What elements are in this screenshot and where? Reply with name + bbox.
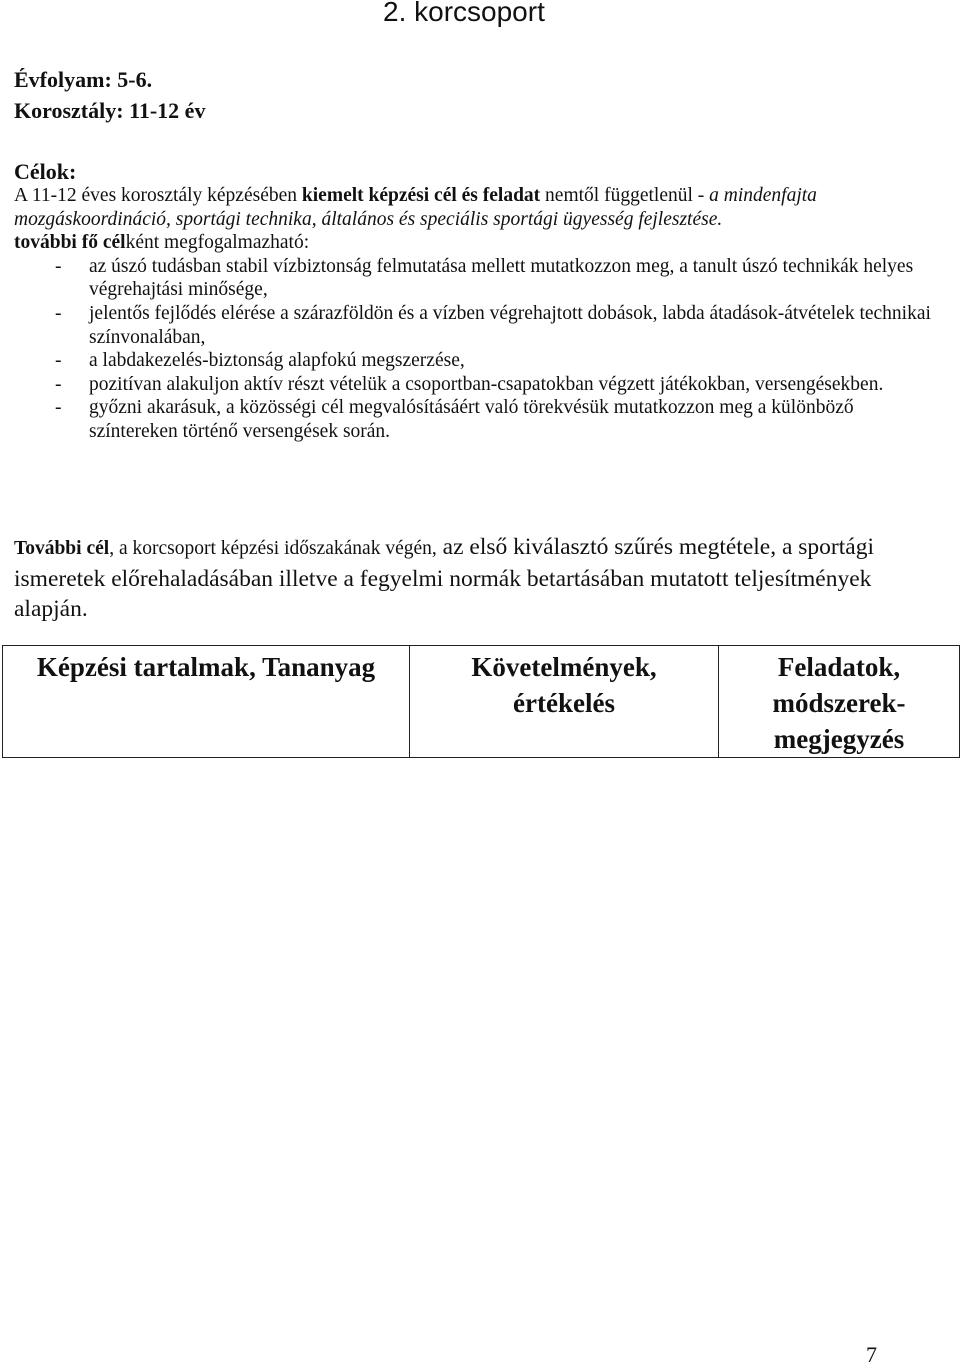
further-goals-rest: ként megfogalmazható: bbox=[125, 232, 310, 254]
further-goals-bold: további fő cél bbox=[14, 232, 126, 254]
further-goal-small: , a korcsoport képzési időszakának végén, bbox=[109, 538, 437, 559]
further-goal-large: az első kiválasztó szűrés megtétele, a sportági ismeretek előrehaladásában illetve a fegyelmi normák betartásában mutatott teljesítmények alapján. bbox=[14, 534, 874, 622]
list-item bbox=[14, 255, 944, 302]
list-item bbox=[14, 373, 944, 397]
list-item bbox=[14, 302, 944, 349]
column-header-tasks: Feladatok, módszerek-megjegyzés bbox=[719, 646, 960, 758]
list-item bbox=[14, 349, 944, 373]
list-item-text: jelentős fejlődés elérése a szárazföldön és a vízben végrehajtott dobások, labda átadások-átvételek technikai színvonalában, bbox=[89, 302, 931, 348]
list-item-text: győzni akarásuk, a közösségi cél megvalósításáért való törekvésük mutatkozzon meg a különböző színtereken történő versengések során. bbox=[89, 397, 854, 442]
page-number: 7 bbox=[866, 1342, 877, 1367]
age-group-line: Korosztály: 11-12 év bbox=[14, 98, 206, 123]
list-item bbox=[14, 396, 944, 443]
list-dash: - bbox=[55, 255, 62, 277]
goals-title: Célok: bbox=[14, 159, 77, 184]
list-item-text: a labdakezelés-biztonság alapfokú megszerzése, bbox=[89, 350, 465, 372]
further-goal-text bbox=[14, 532, 949, 624]
goals-intro bbox=[14, 184, 944, 231]
intro-bold: kiemelt képzési cél és feladat bbox=[301, 185, 541, 206]
section-heading: 2. korcsoport bbox=[383, 0, 545, 27]
list-item-text: pozitívan alakuljon aktív részt vételük a csoportban-csapatokban végzett játékokban, versengésekben. bbox=[89, 373, 884, 395]
grade-info bbox=[14, 64, 205, 126]
further-goal-bold: További cél bbox=[14, 538, 110, 559]
list-dash: - bbox=[55, 350, 62, 372]
content-table bbox=[2, 645, 960, 758]
further-goals-label bbox=[14, 231, 944, 255]
goals-list bbox=[14, 255, 944, 444]
list-dash: - bbox=[55, 302, 62, 324]
further-goal-paragraph bbox=[14, 532, 949, 624]
column-header-content: Képzési tartalmak, Tananyag bbox=[3, 646, 410, 758]
intro-text-after: nemtől függetlenül - bbox=[540, 185, 710, 206]
list-item-text: az úszó tudásban stabil vízbiztonság felmutatása mellett mutatkozzon meg, a tanult úszó technikák helyes végrehajtási minősége, bbox=[89, 255, 914, 301]
intro-text: A 11-12 éves korosztály képzésében bbox=[14, 185, 302, 206]
grade-line: Évfolyam: 5-6. bbox=[14, 67, 153, 92]
table-header-row bbox=[3, 646, 960, 758]
goals-body bbox=[14, 184, 944, 444]
list-dash: - bbox=[55, 397, 62, 419]
list-dash: - bbox=[55, 373, 62, 395]
further-goal-bold-wrap bbox=[14, 538, 437, 559]
intro-italic: a mindenfajta mozgáskoordináció, sportági technika, általános és speciális sportági ügyesség fejlesztése. bbox=[14, 185, 817, 230]
column-header-requirements: Követelmények, értékelés bbox=[410, 646, 719, 758]
